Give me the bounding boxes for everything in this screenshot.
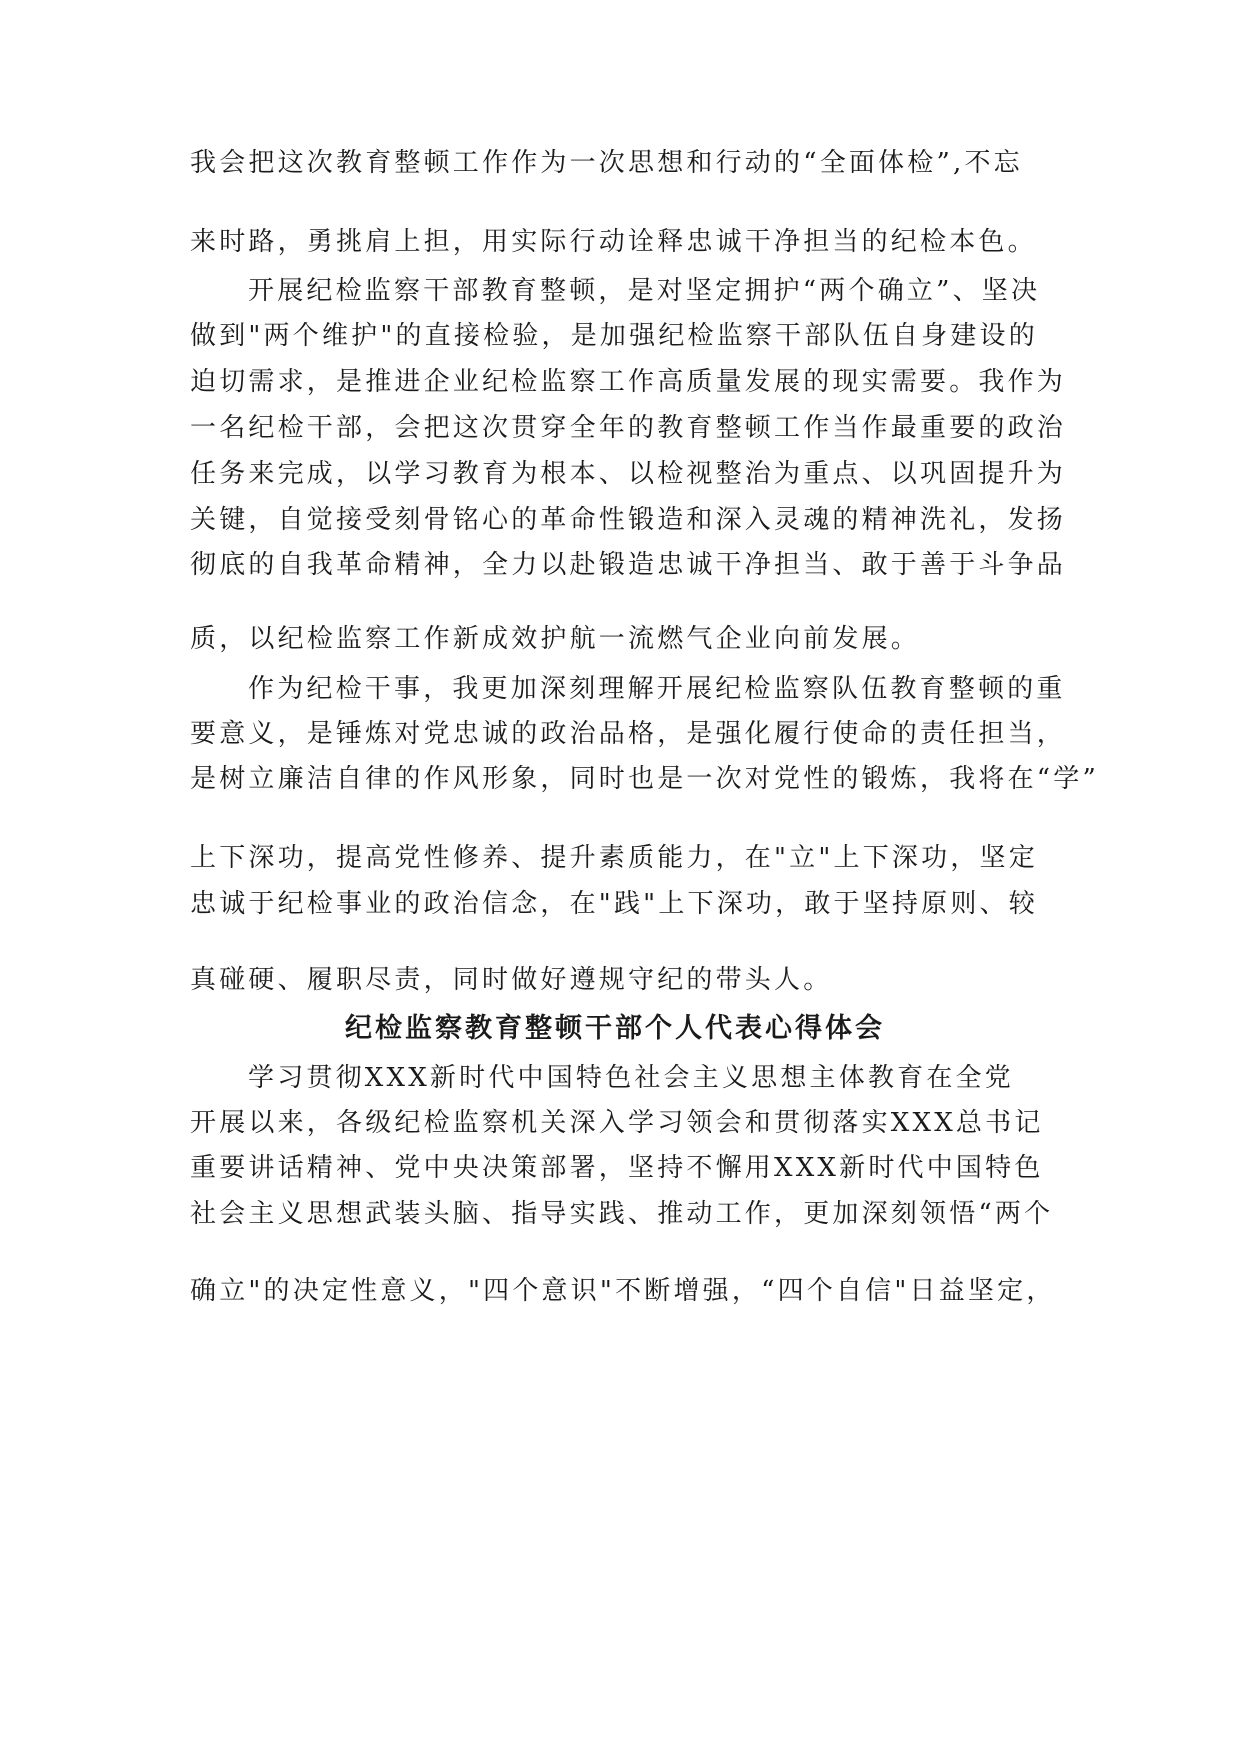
section-paragraph-line-5: 确立"的决定性意义，"四个意识"不断增强，“四个自信"日益坚定， (190, 1276, 1056, 1306)
section-title: 纪检监察教育整顿干部个人代表心得体会 (345, 1013, 885, 1044)
paragraph-3-line-4: 上下深功，提高党性修养、提升素质能力，在"立"上下深功，坚定 (190, 843, 1038, 873)
paragraph-2-line-1: 开展纪检监察干部教育整顿，是对坚定拥护“两个确立”、坚决 (248, 276, 1041, 306)
section-paragraph-line-2: 开展以来，各级纪检监察机关深入学习领会和贯彻落实XXX总书记 (190, 1108, 1044, 1138)
paragraph-3-line-1: 作为纪检干事，我更加深刻理解开展纪检监察队伍教育整顿的重 (248, 674, 1066, 704)
paragraph-2-line-5: 任务来完成，以学习教育为根本、以检视整治为重点、以巩固提升为 (190, 459, 1067, 489)
paragraph-2-line-2: 做到"两个维护"的直接检验，是加强纪检监察干部队伍自身建设的 (190, 321, 1038, 351)
section-paragraph-line-4: 社会主义思想武装头脑、指导实践、推动工作，更加深刻领悟“两个 (190, 1199, 1054, 1229)
paragraph-2-line-7: 彻底的自我革命精神，全力以赴锻造忠诚干净担当、敢于善于斗争品 (190, 550, 1067, 580)
paragraph-1-line-1: 我会把这次教育整顿工作作为一次思想和行动的“全面体检”,不忘 (190, 148, 1023, 178)
section-paragraph-line-1: 学习贯彻XXX新时代中国特色社会主义思想主体教育在全党 (248, 1063, 1014, 1093)
paragraph-2-line-6: 关键，自觉接受刻骨铭心的革命性锻造和深入灵魂的精神洗礼，发扬 (190, 505, 1067, 535)
paragraph-3-line-2: 要意义，是锤炼对党忠诚的政治品格，是强化履行使命的责任担当， (190, 719, 1067, 749)
paragraph-2-line-8: 质，以纪检监察工作新成效护航一流燃气企业向前发展。 (190, 624, 921, 654)
section-paragraph-line-3: 重要讲话精神、党中央决策部署，坚持不懈用XXX新时代中国特色 (190, 1153, 1044, 1183)
paragraph-3-line-5: 忠诚于纪检事业的政治信念，在"践"上下深功，敢于坚持原则、较 (190, 889, 1038, 919)
paragraph-2-line-3: 迫切需求，是推进企业纪检监察工作高质量发展的现实需要。我作为 (190, 367, 1067, 397)
paragraph-3-line-3: 是树立廉洁自律的作风形象，同时也是一次对党性的锻炼，我将在“学” (190, 764, 1099, 794)
paragraph-1-line-2: 来时路，勇挑肩上担，用实际行动诠释忠诚干净担当的纪检本色。 (190, 227, 1037, 257)
paragraph-2-line-4: 一名纪检干部，会把这次贯穿全年的教育整顿工作当作最重要的政治 (190, 413, 1067, 443)
paragraph-3-line-6: 真碰硬、履职尽责，同时做好遵规守纪的带头人。 (190, 965, 833, 995)
